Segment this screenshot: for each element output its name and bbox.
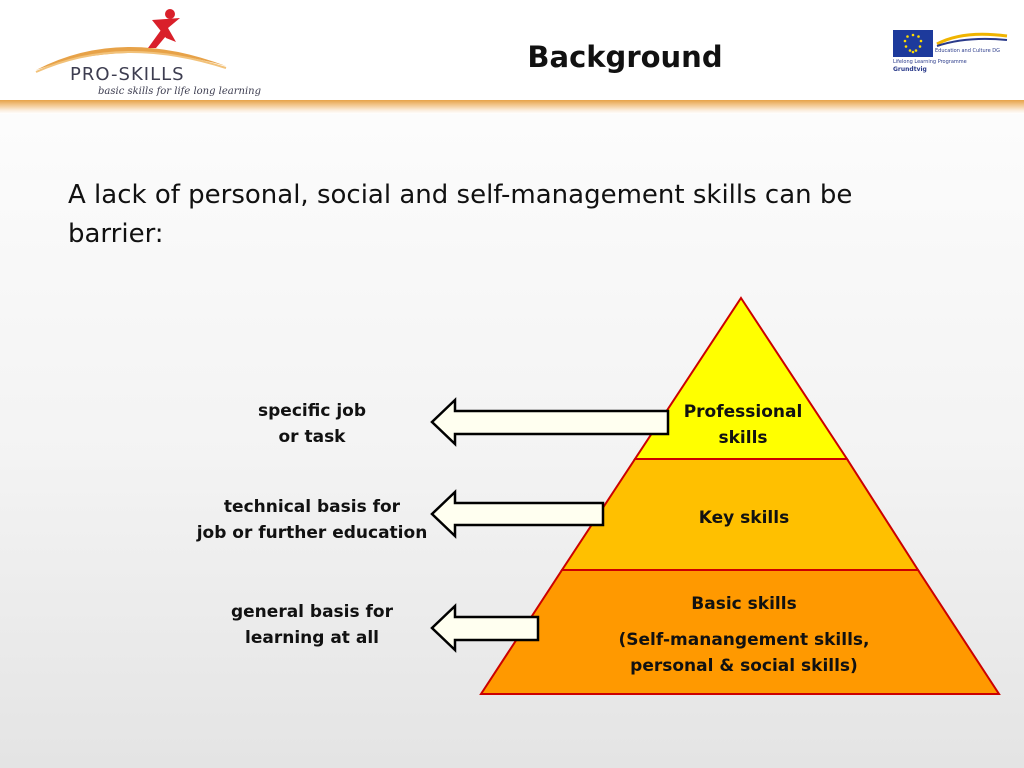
professional-line1: Professional xyxy=(683,402,803,422)
eu-dg-text: Education and Culture DG xyxy=(935,48,1000,54)
basic-skills-detail-line2: personal & social skills) xyxy=(630,656,858,676)
professional-line2: skills xyxy=(718,428,768,448)
arrow-label-basic-line1: general basis for xyxy=(230,602,393,622)
logo-tagline: basic skills for life long learning xyxy=(98,86,262,97)
arrow-label-key-line1: technical basis for xyxy=(223,497,401,517)
basic-skills-name: Basic skills xyxy=(691,594,797,614)
arrow-top xyxy=(432,400,668,444)
pyramid-label-professional xyxy=(668,399,818,451)
lead-text: A lack of personal, social and self-management skills can be barrier: xyxy=(68,180,853,249)
arrow-label-basic xyxy=(192,599,432,651)
basic-skills-detail-line1: (Self-manangement skills, xyxy=(618,630,870,650)
arrow-label-key xyxy=(172,494,452,546)
pyramid-label-key: Key skills xyxy=(698,508,790,528)
pyramid-label-basic xyxy=(594,591,894,679)
arrow-label-key-line2: job or further education xyxy=(196,523,428,543)
arrow-middle xyxy=(432,492,603,536)
arrow-label-basic-line2: learning at all xyxy=(245,628,379,648)
page-title: Background xyxy=(527,40,723,74)
arrow-label-professional-line2: or task xyxy=(278,427,346,447)
eu-programme-name: Grundtvig xyxy=(893,66,927,73)
arrow-label-professional xyxy=(212,398,412,450)
logo-name: PRO-SKILLS xyxy=(70,64,185,85)
arrow-label-professional-line1: specific job xyxy=(258,401,366,421)
eu-programme-text: Lifelong Learning Programme xyxy=(893,59,967,65)
